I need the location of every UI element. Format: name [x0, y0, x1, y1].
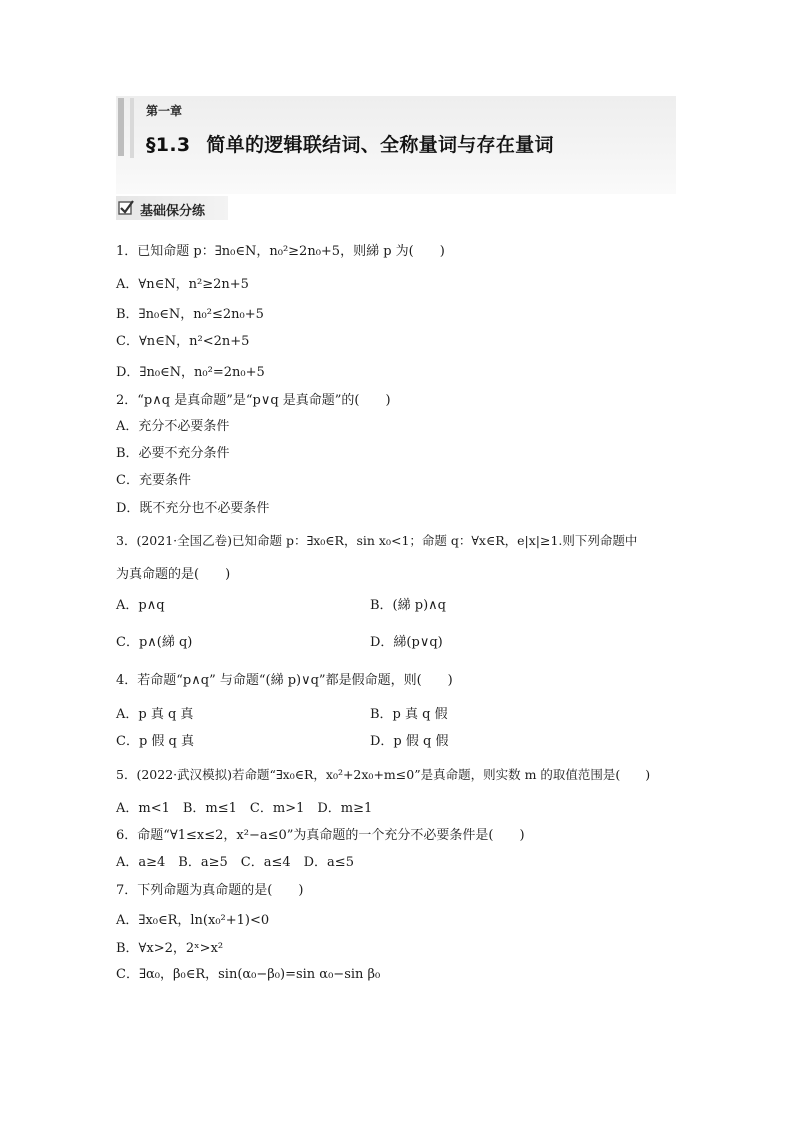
question-2-option-d: D．既不充分也不必要条件 — [116, 501, 270, 516]
question-4-stem: 4．若命题“p∧q” 与命题“(綈 p)∨q”都是假命题，则( ) — [116, 673, 453, 688]
practice-tag — [116, 196, 228, 220]
section-title-text: 简单的逻辑联结词、全称量词与存在量词 — [206, 134, 554, 156]
question-4-option-a: A．p 真 q 真 — [116, 707, 194, 722]
question-2-option-c: C．充要条件 — [116, 473, 191, 488]
check-square-icon — [118, 200, 134, 215]
question-3-option-a: A．p∧q — [116, 598, 165, 613]
header-accent-bar — [118, 98, 124, 156]
question-3-stem-line-2: 为真命题的是( ) — [116, 567, 231, 582]
question-7-option-b: B．∀x>2，2ˣ>x² — [116, 941, 224, 956]
question-7-option-a: A．∃x₀∈R，ln(x₀²+1)<0 — [116, 913, 270, 928]
question-1-option-a: A．∀n∈N，n²≥2n+5 — [116, 277, 249, 292]
question-3-option-d: D．綈(p∨q) — [370, 635, 443, 650]
question-2-stem: 2．“p∧q 是真命题”是“p∨q 是真命题”的( ) — [116, 393, 391, 408]
question-1-option-c: C．∀n∈N，n²<2n+5 — [116, 334, 250, 349]
question-7-option-c: C．∃α₀，β₀∈R，sin(α₀−β₀)=sin α₀−sin β₀ — [116, 967, 381, 982]
question-1-stem: 1．已知命题 p：∃n₀∈N，n₀²≥2n₀+5，则綈 p 为( ) — [116, 244, 445, 259]
question-1-option-d: D．∃n₀∈N，n₀²=2n₀+5 — [116, 365, 265, 380]
question-1-option-b: B．∃n₀∈N，n₀²≤2n₀+5 — [116, 307, 264, 322]
question-6-stem: 6．命题“∀1≤x≤2，x²−a≤0”为真命题的一个充分不必要条件是( ) — [116, 828, 525, 843]
question-4-option-d: D．p 假 q 假 — [370, 734, 449, 749]
question-4-option-b: B．p 真 q 假 — [370, 707, 448, 722]
section-number: §1.3 — [146, 134, 191, 156]
question-7-stem: 7．下列命题为真命题的是( ) — [116, 883, 304, 898]
section-title — [146, 130, 554, 157]
chapter-label: 第一章 — [146, 104, 183, 118]
question-5-stem: 5．(2022·武汉模拟)若命题“∃x₀∈R，x₀²+2x₀+m≤0”是真命题，则实数 m 的取值范围是( ) — [116, 767, 651, 782]
question-3-option-c: C．p∧(綈 q) — [116, 635, 193, 650]
question-3-stem-line-1: 3．(2021·全国乙卷)已知命题 p：∃x₀∈R，sin x₀<1；命题 q：∀x∈R，e|x|≥1.则下列命题中 — [116, 533, 638, 548]
header-accent-bar-secondary — [130, 98, 134, 158]
question-2-option-a: A．充分不必要条件 — [116, 419, 230, 434]
question-5-options: A．m<1 B．m≤1 C．m>1 D．m≥1 — [116, 801, 373, 816]
question-4-option-c: C．p 假 q 真 — [116, 734, 194, 749]
question-3-option-b: B．(綈 p)∧q — [370, 598, 446, 613]
question-2-option-b: B．必要不充分条件 — [116, 446, 230, 461]
question-6-options: A．a≥4 B．a≥5 C．a≤4 D．a≤5 — [116, 855, 354, 870]
practice-tag-label: 基础保分练 — [140, 204, 206, 219]
